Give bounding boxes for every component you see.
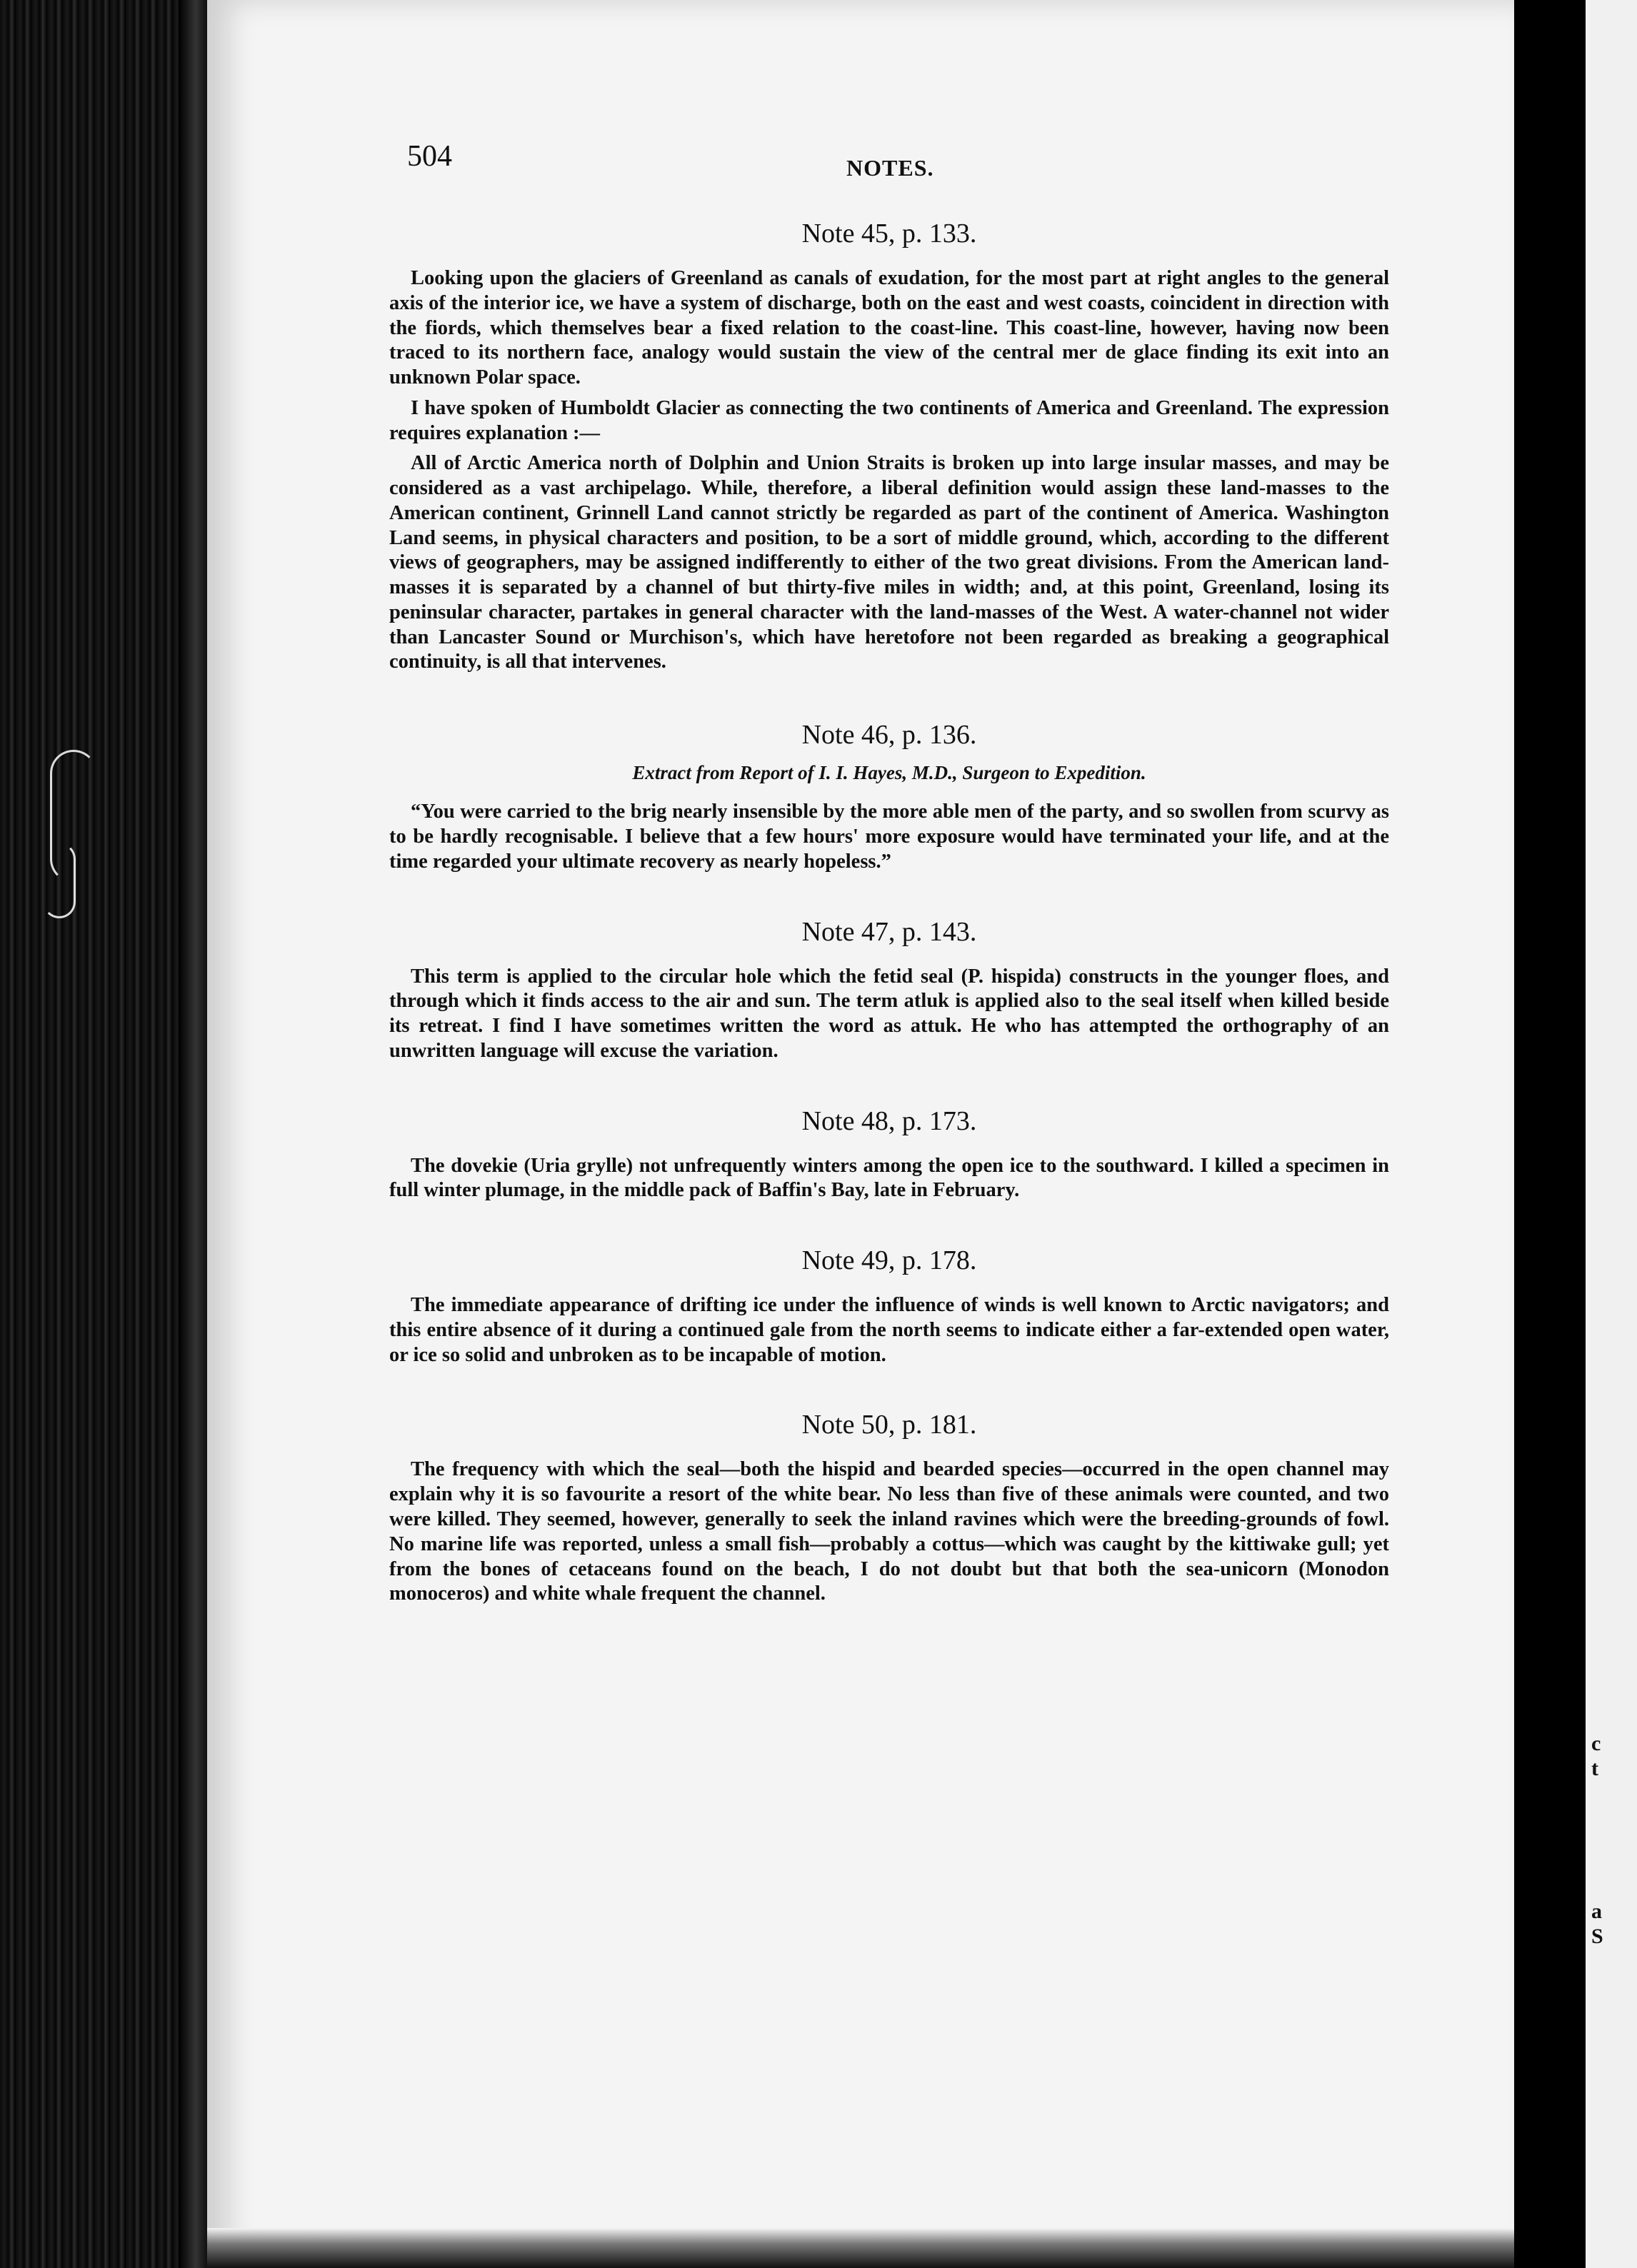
note-50 [389,1409,1389,1607]
note-paragraph: All of Arctic America north of Dolphin and Union Straits is broken up into large insular masses, and may be considered as a vast archipelago. While, therefore, a liberal definition would assign these land-masses to the American continent, Grinnell Land cannot strictly be regarded as part of the continent of America. Washington Land seems, in physical characters and position, to be a sort of middle ground, which, according to the different views of geographers, may be assigned indifferently to either of the two great divisions. From the American land-masses it is separated by a channel of but thirty-five miles in width; and, at this point, Greenland, losing its peninsular character, partakes in general character with the land-masses of the West. A water-channel not wider than Lancaster Sound or Murchison's, which have heretofore not been regarded as breaking a geographical continuity, is all that intervenes. [389,452,1389,673]
page-content [389,139,1389,1648]
note-heading: Note 47, p. 143. [801,916,977,947]
note-paragraph: The dovekie (Uria grylle) not unfrequently winters among the open ice to the southward. I killed a specimen in full winter plumage, in the middle pack of Baffin's Bay, late in February. [389,1154,1389,1202]
running-head-title: NOTES. [846,155,934,181]
note-48 [389,1105,1389,1204]
adjacent-page-edge [1586,0,1637,2268]
note-paragraph: “You were carried to the brig nearly insensible by the more able men of the party, and so swollen from scurvy as to be hardly recognisable. I believe that a few hours' more exposure would have terminated your life, and at the time regarded your ultimate recovery as nearly hopeless.” [389,801,1389,873]
note-paragraph: Looking upon the glaciers of Greenland as canals of exudation, for the most part at right angles to the general axis of the interior ice, we have a system of discharge, both on the east and west coasts, coincident in direction with the fiords, which themselves bear a fixed relation to the coast-line. This coast-line, however, having now been traced to its northern face, analogy would sustain the view of the central mer de glace finding its exit into an unknown Polar space. [389,267,1389,389]
adjacent-page-fragment: S [1591,1925,1603,1948]
adjacent-page-fragment: t [1591,1757,1598,1780]
scan-fiber-artifact [43,843,76,918]
book-binding-shadow [0,0,207,2268]
note-paragraph: This term is applied to the circular hole which the fetid seal (P. hispida) constructs in the younger floes, and through which it finds access to the air and sun. The term atluk is applied also to the seal itself when killed beside its retreat. I find I have sometimes written the word as attuk. He who has attempted the orthography of an unwritten language will excuse the variation. [389,965,1389,1062]
note-paragraph: The frequency with which the seal—both the hispid and bearded species—occurred in the open channel may explain why it is so favourite a resort of the white bear. No less than five of these animals were counted, and two were killed. They seemed, however, generally to seek the inland ravines which were the breeding-grounds of fowl. No marine life was reported, unless a small fish—probably a cottus—which was caught by the kittiwake gull; yet from the bones of cetaceans found on the beach, I do not doubt but that both the sea-unicorn (Monodon monoceros) and white whale frequent the channel. [389,1458,1389,1605]
note-heading: Note 48, p. 173. [801,1105,977,1136]
note-heading: Note 50, p. 181. [801,1410,977,1440]
note-heading: Note 46, p. 136. [801,720,977,751]
adjacent-page-fragment: c [1591,1732,1601,1755]
page-bottom-shadow [207,2228,1514,2268]
page-number: 504 [407,140,452,173]
note-paragraph: I have spoken of Humboldt Glacier as connecting the two continents of America and Greenland. The expression requires explanation :— [389,396,1389,444]
binding-edge [179,0,207,2268]
note-heading: Note 45, p. 133. [801,219,977,249]
note-heading: Note 49, p. 178. [801,1245,977,1276]
page-gutter [1514,0,1586,2268]
note-subheading: Extract from Report of I. I. Hayes, M.D., Surgeon to Expedition. [632,762,1146,784]
note-49 [389,1245,1389,1368]
adjacent-page-fragment: a [1591,1900,1602,1923]
note-paragraph: The immediate appearance of drifting ice under the influence of winds is well known to Arctic navigators; and this entire absence of it during a continued gale from the north seems to indicate either a far-extended open water, or ice so solid and unbroken as to be incapable of motion. [389,1294,1389,1366]
note-46 [389,719,1389,874]
note-47 [389,916,1389,1064]
note-45 [389,218,1389,675]
running-head [389,139,1389,189]
